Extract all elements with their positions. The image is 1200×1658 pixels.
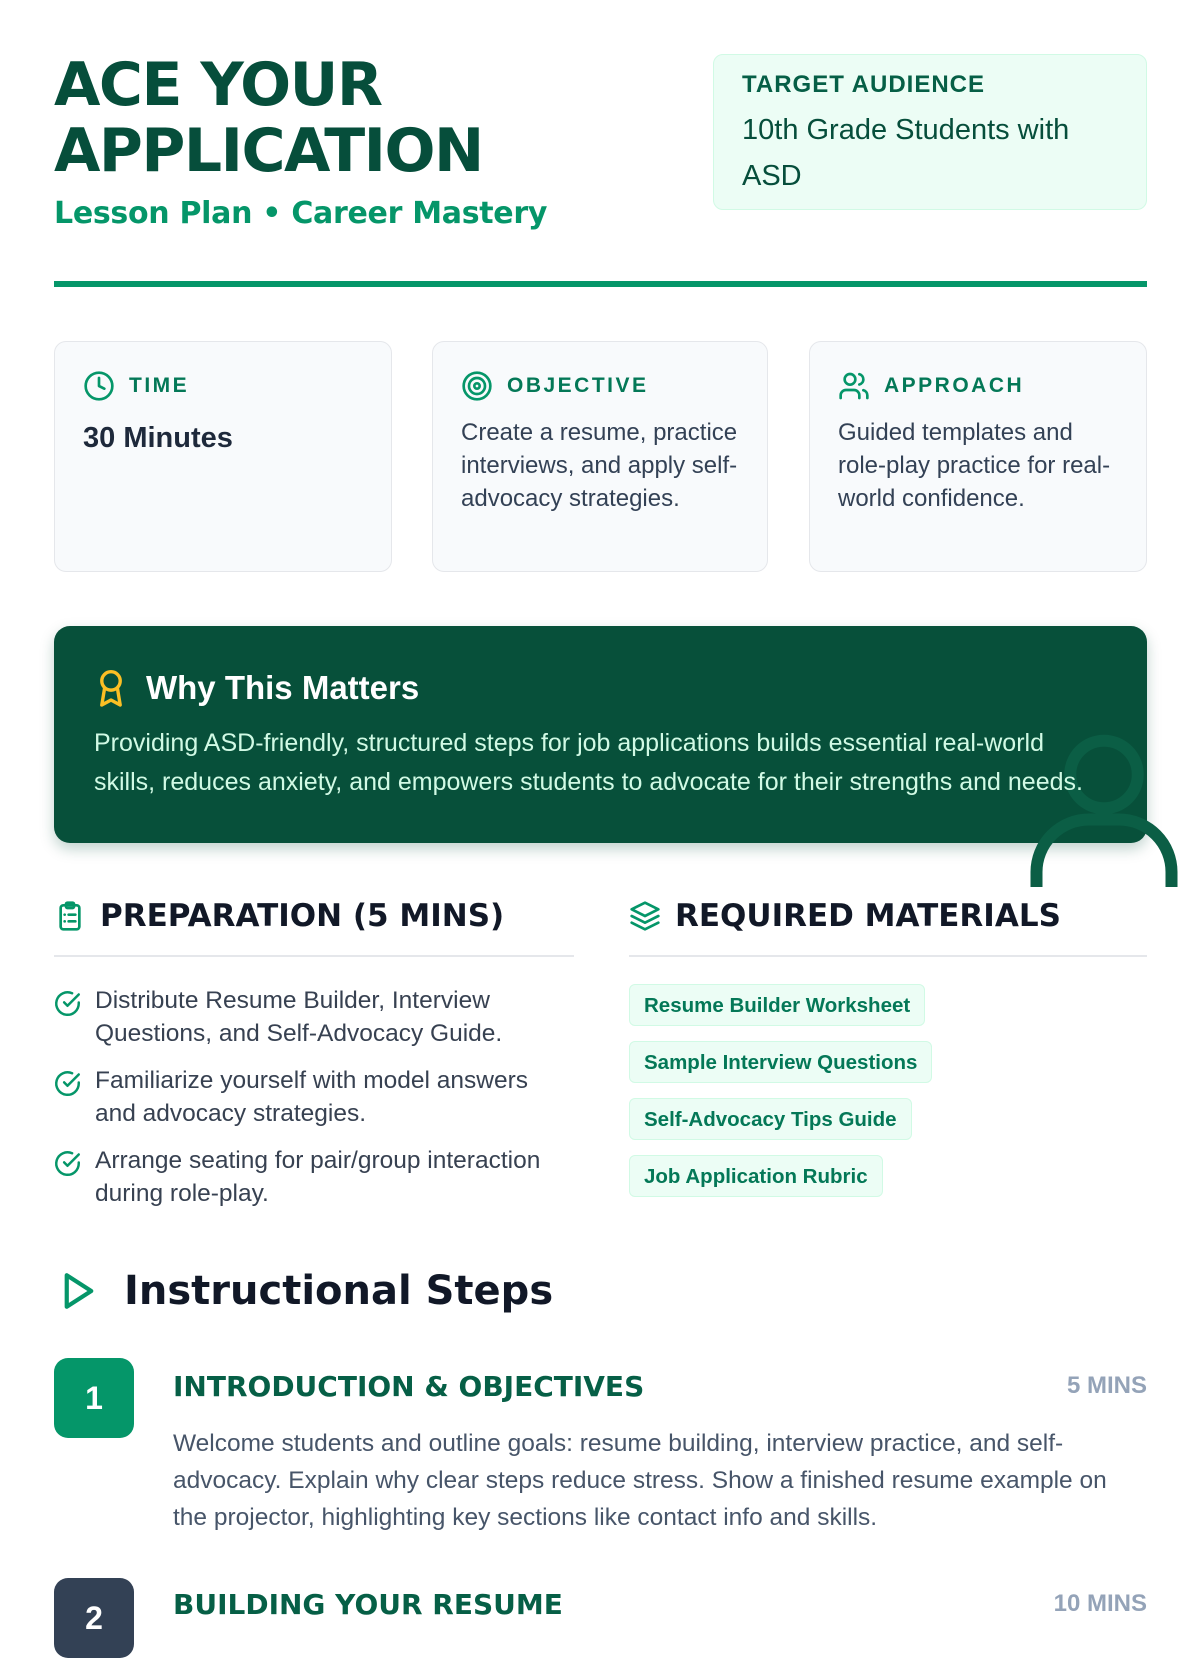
list-item <box>54 1064 574 1130</box>
step-number-badge: 2 <box>54 1578 134 1658</box>
layers-icon <box>629 898 661 934</box>
preparation-heading <box>54 898 504 934</box>
approach-card-label: APPROACH <box>884 374 1025 397</box>
instructional-steps-title: Instructional Steps <box>124 1268 554 1314</box>
preparation-title: PREPARATION (5 MINS) <box>100 898 505 934</box>
target-icon <box>461 370 493 402</box>
preparation-list <box>54 984 574 1224</box>
preparation-item-text: Distribute Resume Builder, Interview Questions, and Self-Advocacy Guide. <box>95 987 503 1047</box>
step-title: INTRODUCTION & OBJECTIVES <box>173 1370 645 1403</box>
preparation-divider <box>54 955 574 957</box>
step-duration: 5 MINS <box>1066 1372 1147 1399</box>
users-icon <box>838 370 870 402</box>
materials-list <box>629 984 932 1212</box>
why-this-matters-text: Providing ASD-friendly, structured steps for job applications builds essential real-world skills, reduces anxiety, and empowers students to advocate for their strengths and needs. <box>94 729 1083 796</box>
preparation-item-text: Familiarize yourself with model answers and advocacy strategies. <box>95 1067 528 1127</box>
material-chip: Sample Interview Questions <box>629 1041 932 1083</box>
title-line-1: ACE YOUR <box>54 50 382 120</box>
time-card-value: 30 Minutes <box>83 422 233 454</box>
check-circle-icon <box>54 1070 81 1097</box>
play-icon <box>58 1269 100 1313</box>
list-item <box>54 1144 574 1210</box>
clipboard-icon <box>54 898 86 934</box>
page-subtitle: Lesson Plan • Career Mastery <box>54 196 548 231</box>
step-description: Welcome students and outline goals: resume building, interview practice, and self-advocacy. Explain why clear steps reduce stress. Show a finished resume example on the projector, highlighting key sections like contact info and skills. <box>173 1430 1107 1531</box>
step-duration: 10 MINS <box>1053 1590 1147 1617</box>
list-item <box>54 984 574 1050</box>
time-card-label: TIME <box>129 374 190 397</box>
objective-card-value: Create a resume, practice interviews, and apply self-advocacy strategies. <box>461 419 738 512</box>
step-title: BUILDING YOUR RESUME <box>173 1588 563 1621</box>
preparation-item-text: Arrange seating for pair/group interaction during role-play. <box>95 1147 541 1207</box>
check-circle-icon <box>54 1150 81 1177</box>
objective-card-label: OBJECTIVE <box>507 374 649 397</box>
materials-heading <box>629 898 1061 934</box>
materials-divider <box>629 955 1147 957</box>
instructional-steps-heading <box>58 1268 553 1314</box>
approach-card-value: Guided templates and role-play practice for real-world confidence. <box>838 419 1111 512</box>
why-this-matters-panel <box>54 626 1147 843</box>
objective-card <box>432 341 768 572</box>
header-divider <box>54 281 1147 287</box>
clock-icon <box>83 370 115 402</box>
materials-title: REQUIRED MATERIALS <box>675 898 1061 934</box>
material-chip: Resume Builder Worksheet <box>629 984 925 1026</box>
why-this-matters-title: Why This Matters <box>146 669 420 706</box>
step-number-badge: 1 <box>54 1358 134 1438</box>
title-line-2: APPLICATION <box>54 116 483 186</box>
approach-card <box>809 341 1147 572</box>
time-card <box>54 341 392 572</box>
material-chip: Job Application Rubric <box>629 1155 883 1197</box>
check-circle-icon <box>54 990 81 1017</box>
award-icon <box>94 668 128 708</box>
page-title <box>54 52 694 184</box>
lesson-plan-page <box>54 0 1147 1636</box>
target-audience-label: TARGET AUDIENCE <box>742 71 985 98</box>
target-audience-box <box>713 54 1147 210</box>
material-chip: Self-Advocacy Tips Guide <box>629 1098 912 1140</box>
target-audience-value: 10th Grade Students with ASD <box>742 114 1070 192</box>
